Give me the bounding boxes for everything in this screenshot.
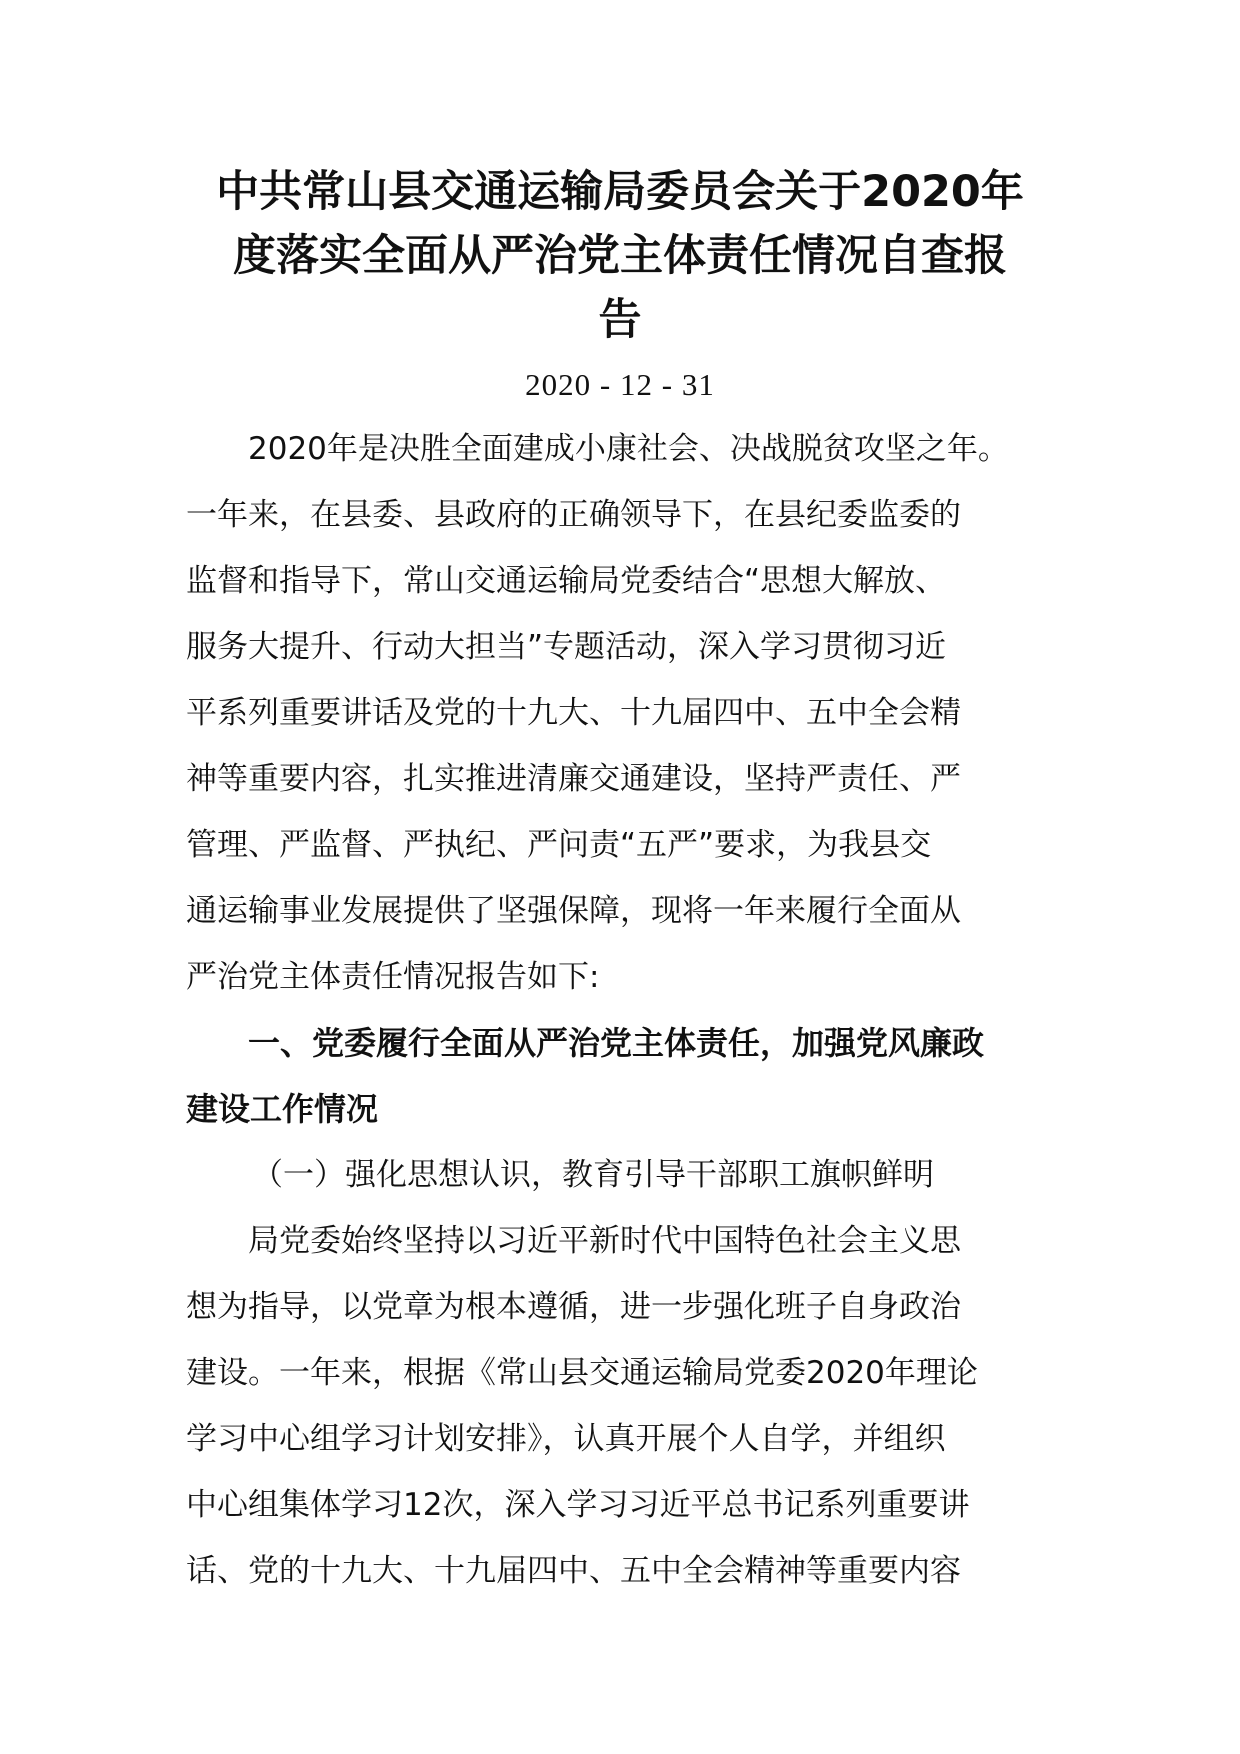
- body-line: 2020年是决胜全面建成小康社会、决战脱贫攻坚之年。: [248, 431, 1009, 467]
- body-line: 管理、严监督、严执纪、严问责“五严”要求，为我县交: [186, 827, 932, 863]
- body-line: 建设。一年来，根据《常山县交通运输局党委2020年理论: [186, 1355, 978, 1391]
- body-line: 中心组集体学习12次，深入学习习近平总书记系列重要讲: [186, 1487, 970, 1523]
- document-date: 2020 - 12 - 31: [525, 367, 715, 402]
- body-line: 平系列重要讲话及党的十九大、十九届四中、五中全会精: [186, 695, 961, 731]
- document-body: [186, 416, 1054, 1604]
- subsection-heading: （一）强化思想认识，教育引导干部职工旗帜鲜明: [252, 1157, 934, 1193]
- document-title: [186, 160, 1054, 352]
- body-line: 神等重要内容，扎实推进清廉交通建设，坚持严责任、严: [186, 761, 961, 797]
- body-line: 话、党的十九大、十九届四中、五中全会精神等重要内容: [186, 1553, 961, 1589]
- body-line: 局党委始终坚持以习近平新时代中国特色社会主义思: [248, 1223, 961, 1259]
- document-content: [186, 160, 1054, 1604]
- title-line-2: 度落实全面从严治党主体责任情况自查报: [233, 231, 1007, 281]
- body-line: 一年来，在县委、县政府的正确领导下，在县纪委监委的: [186, 497, 961, 533]
- section-heading-continued: 建设工作情况: [186, 1090, 379, 1128]
- body-line: 监督和指导下，常山交通运输局党委结合“思想大解放、: [186, 563, 947, 599]
- body-line: 想为指导，以党章为根本遵循，进一步强化班子自身政治: [186, 1289, 961, 1325]
- body-line: 通运输事业发展提供了坚强保障，现将一年来履行全面从: [186, 893, 961, 929]
- body-line: 学习中心组学习计划安排》，认真开展个人自学，并组织: [186, 1421, 946, 1457]
- section-heading: 一、党委履行全面从严治党主体责任，加强党风廉政: [248, 1024, 985, 1062]
- title-line-3: 告: [598, 295, 642, 345]
- body-line: 服务大提升、行动大担当”专题活动，深入学习贯彻习近: [186, 629, 947, 665]
- title-line-1: 中共常山县交通运输局委员会关于2020年: [216, 167, 1024, 217]
- body-line: 严治党主体责任情况报告如下:: [186, 959, 600, 995]
